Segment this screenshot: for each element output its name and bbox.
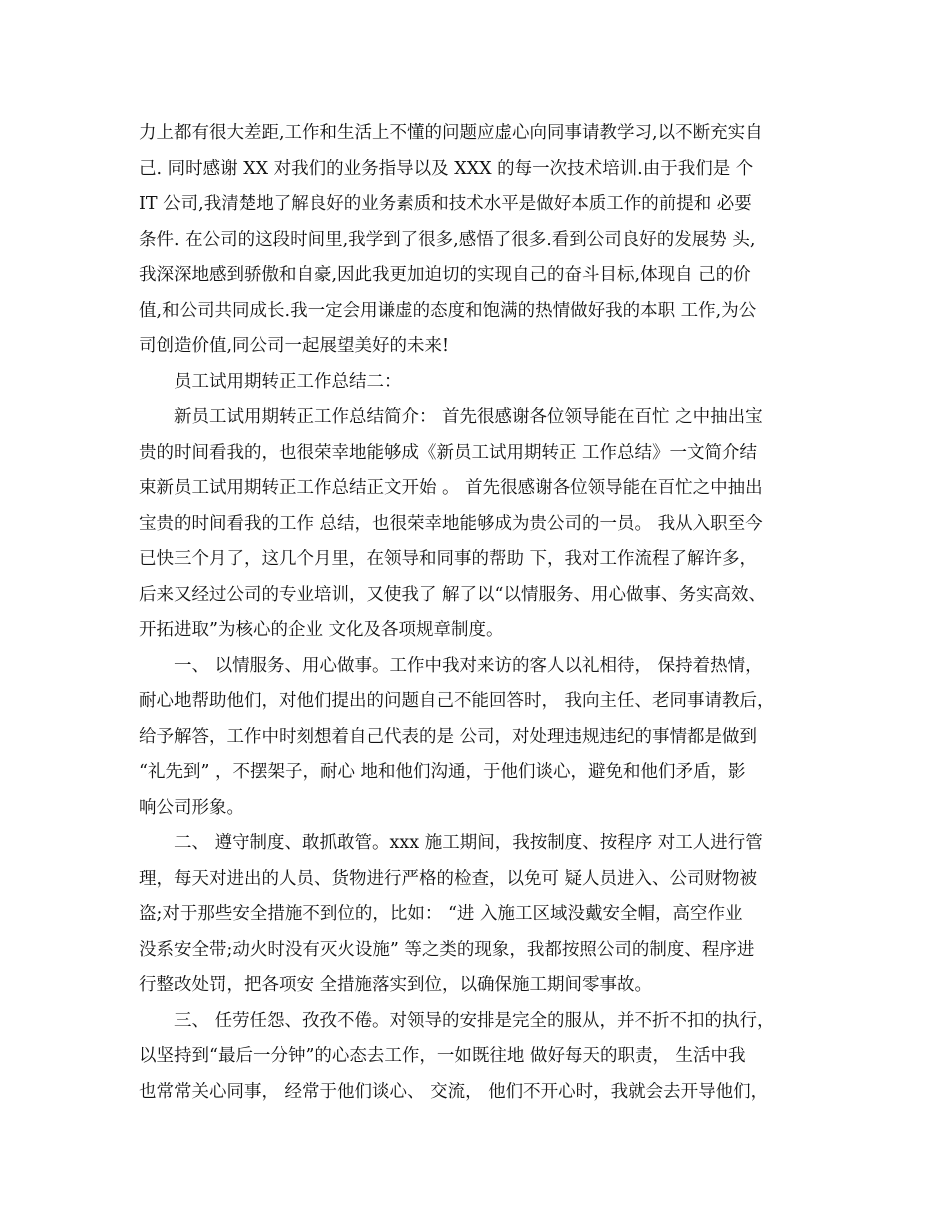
paragraph-start: 三、 任劳任怨、孜孜不倦。对领导的安排是完全的服从，并不折不扣的执行， [174,1010,775,1031]
paragraph-start: 二、 遵守制度、敢抓敢管。xxx 施工期间，我按制度、按程序 对工人进行管 [174,833,763,853]
text-line: 已快三个月了，这几个月里，在领导和同事的帮助 下，我对工作流程了解许多， [139,549,758,569]
text-line: 理，每天对进出的人员、货物进行严格的检查，以免可 疑人员进入、公司财物被 [139,868,758,889]
text-line: IT 公司,我清楚地了解良好的业务素质和技术水平是做好本质工作的前提和 必要 [139,194,752,214]
paragraph-start: 新员工试用期转正工作总结简介： 首先很感谢各位领导能在百忙 之中抽出宝 [174,407,763,427]
paragraph-start: 一、 以情服务、用心做事。工作中我对来访的客人以礼相待， 保持着热情， [174,655,763,676]
text-line: 没系安全带;动火时没有灭火设施” 等之类的现象，我都按照公司的制度、程序进 [139,939,755,960]
text-line: 力上都有很大差距,工作和生活上不懂的问题应虚心向同事请教学习,以不断充实自 [139,123,763,143]
text-line: 值,和公司共同成长.我一定会用谦虚的态度和饱满的热情做好我的本职 工作,为公 [139,300,757,321]
section-heading: 员工试用期转正工作总结二： [174,371,402,392]
text-line: 司创造价值,同公司一起展望美好的未来! [139,336,450,356]
text-line: 条件. 在公司的这段时间里,我学到了很多,感悟了很多.看到公司良好的发展势 头, [139,229,756,250]
text-line: 给予解答，工作中时刻想着自己代表的是 公司，对处理违规违纪的事情都是做到 [139,726,758,747]
text-line: 己. 同时感谢 XX 对我们的业务指导以及 XXX 的每一次技术培训.由于我们是 个 [139,158,754,179]
text-line: 后来又经过公司的专业培训，又使我了 解了以“以情服务、用心做事、务实高效、 [139,584,767,605]
text-line: 盗;对于那些安全措施不到位的，比如： “进 入施工区域没戴安全帽，高空作业 [139,904,743,924]
document-body [139,116,829,1110]
text-line: 以坚持到“最后一分钟”的心态去工作，一如既往地 做好每天的职责， 生活中我 [139,1046,746,1066]
text-line: 束新员工试用期转正工作总结正文开始 。 首先很感谢各位领导能在百忙之中抽出 [139,478,763,498]
text-line: “礼先到” ，不摆架子，耐心 地和他们沟通，于他们谈心，避免和他们矛盾，影 [139,762,746,782]
text-line: 开拓进取”为核心的企业 文化及各项规章制度。 [139,620,504,640]
text-line: 也常常关心同事， 经常于他们谈心、 交流， 他们不开心时，我就会去开导他们， [139,1081,769,1102]
text-line: 耐心地帮助他们，对他们提出的问题自己不能回答时， 我向主任、老同事请教后， [139,691,775,711]
text-line: 宝贵的时间看我的工作 总结，也很荣幸地能够成为贵公司的一员。 我从入职至今 [139,513,763,534]
text-line: 行整改处罚，把各项安 全措施落实到位，以确保施工期间零事故。 [139,975,653,995]
text-line: 我深深地感到骄傲和自豪,因此我更加迫切的实现自己的奋斗目标,体现自 己的价 [139,265,751,285]
text-line: 响公司形象。 [139,797,244,818]
text-line: 贵的时间看我的，也很荣幸地能够成《新员工试用期转正 工作总结》一文简介结 [139,442,758,463]
